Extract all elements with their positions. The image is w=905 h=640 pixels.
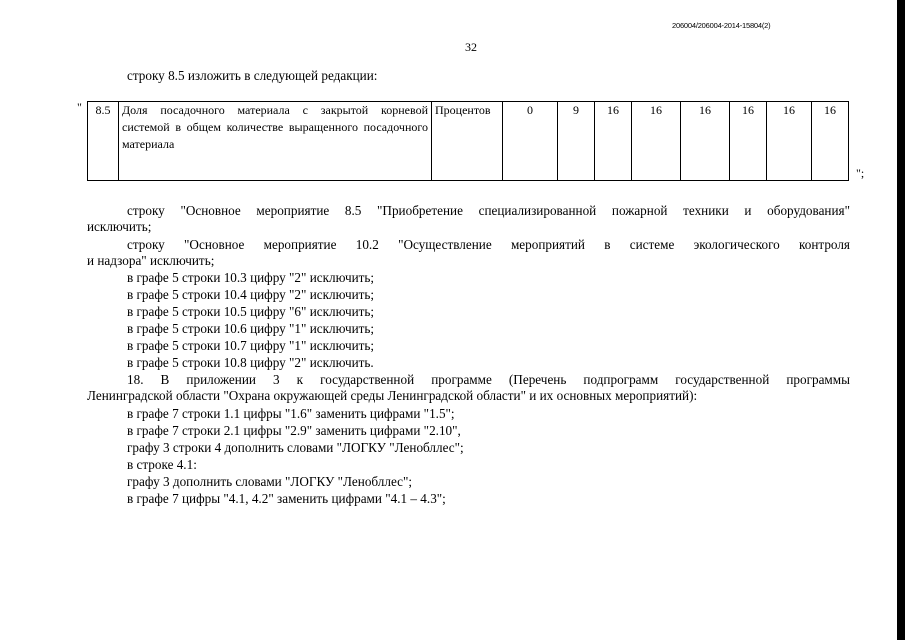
list-item: графу 3 строки 4 дополнить словами "ЛОГКУ "Ленобллес"; <box>127 440 464 455</box>
row-value-cell: 16 <box>767 102 812 181</box>
row-value-cell: 16 <box>730 102 767 181</box>
document-id: 206004/206004-2014-15804(2) <box>672 21 771 30</box>
table-close-quote: "; <box>856 166 865 180</box>
row-value-cell: 0 <box>503 102 558 181</box>
paragraph-line: Ленинградской области "Охрана окружающей среды Ленинградской области" и их основных мероприятий): <box>87 388 698 403</box>
list-item: в графе 5 строки 10.3 цифру "2" исключить; <box>127 270 375 285</box>
intro-line: строку 8.5 изложить в следующей редакции: <box>127 68 378 83</box>
list-item: в графе 5 строки 10.8 цифру "2" исключить. <box>127 355 374 370</box>
paragraph-line: 18. В приложении 3 к государственной программе (Перечень подпрограмм государственной программы <box>127 372 850 387</box>
paragraph-line: строку "Основное мероприятие 10.2 "Осуществление мероприятий в системе экологического контроля <box>127 237 850 252</box>
list-item: в графе 7 строки 1.1 цифры "1.6" заменить цифрами "1.5"; <box>127 406 455 421</box>
list-item: в графе 5 строки 10.5 цифру "6" исключить; <box>127 304 375 319</box>
amendment-table <box>87 101 849 181</box>
paragraph-line: исключить; <box>87 219 152 234</box>
table-open-quote: " <box>77 100 82 114</box>
page-number: 32 <box>465 40 477 54</box>
list-item: в графе 5 строки 10.4 цифру "2" исключить; <box>127 287 375 302</box>
row-value-cell: 16 <box>812 102 849 181</box>
list-item: в графе 5 строки 10.7 цифру "1" исключить; <box>127 338 375 353</box>
list-item: в графе 7 цифры "4.1, 4.2" заменить цифрами "4.1 – 4.3"; <box>127 491 446 506</box>
row-number-cell: 8.5 <box>88 102 119 181</box>
row-value-cell: 16 <box>595 102 632 181</box>
row-unit-cell: Процентов <box>432 102 503 181</box>
table-row <box>88 102 849 181</box>
list-item: в графе 7 строки 2.1 цифры "2.9" заменить цифрами "2.10", <box>127 423 461 438</box>
row-value-cell: 16 <box>632 102 681 181</box>
list-item: в строке 4.1: <box>127 457 197 472</box>
row-value-cell: 16 <box>681 102 730 181</box>
row-value-cell: 9 <box>558 102 595 181</box>
paragraph-line: и надзора" исключить; <box>87 253 215 268</box>
list-item: графу 3 дополнить словами "ЛОГКУ "Ленобллес"; <box>127 474 413 489</box>
paragraph-line: строку "Основное мероприятие 8.5 "Приобретение специализированной пожарной техники и оборудования" <box>127 203 850 218</box>
list-item: в графе 5 строки 10.6 цифру "1" исключить; <box>127 321 375 336</box>
scan-edge-border <box>897 0 905 640</box>
row-description-cell: Доля посадочного материала с закрытой корневой системой в общем количестве выращенного посадочного материала <box>119 102 432 181</box>
